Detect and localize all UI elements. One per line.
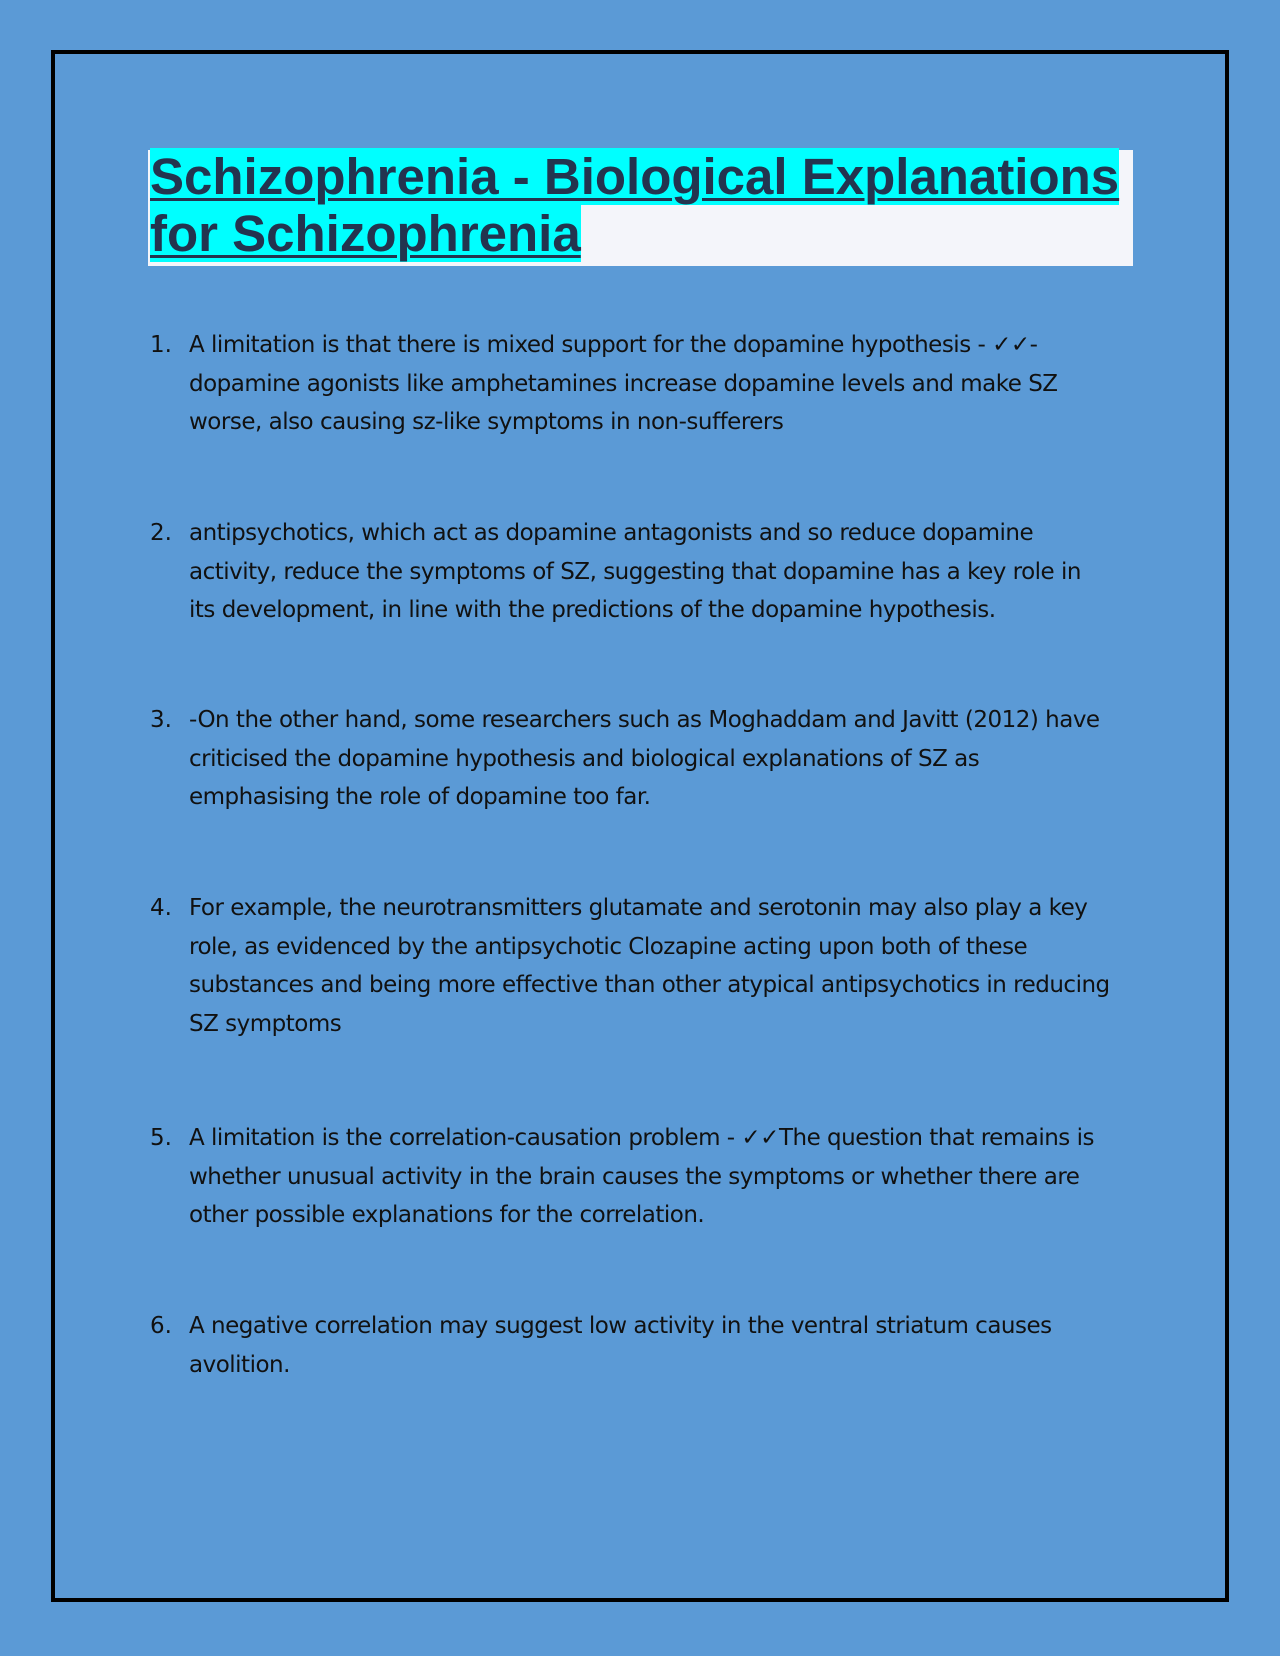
document-title bbox=[150, 148, 1130, 262]
list-item bbox=[150, 889, 1110, 1043]
item-text: A negative correlation may suggest low activity in the ventral striatum causes avolition. bbox=[189, 1313, 1052, 1378]
item-text: A limitation is that there is mixed support for the dopamine hypothesis - ✓✓- dopamine agonists like amphetamines increase dopamine levels and make SZ worse, also causing sz-like symptoms in non-sufferers bbox=[189, 332, 1058, 435]
item-number: 4. bbox=[150, 895, 172, 921]
item-text: A limitation is the correlation-causation problem - ✓✓The question that remains is whether unusual activity in the brain causes the symptoms or whether there are other possible explanations for the correlation. bbox=[189, 1125, 1094, 1228]
title-highlight: Schizophrenia - Biological Explanations for Schizophrenia bbox=[150, 148, 1120, 262]
item-number: 2. bbox=[150, 520, 172, 546]
item-number: 1. bbox=[150, 332, 172, 358]
item-number: 3. bbox=[150, 707, 172, 733]
list-item bbox=[150, 514, 1110, 630]
item-text: antipsychotics, which act as dopamine antagonists and so reduce dopamine activity, reduce the symptoms of SZ, suggesting that dopamine has a key role in its development, in line with the predictions of the dopamine hypothesis. bbox=[189, 520, 1081, 623]
list-item bbox=[150, 326, 1110, 442]
item-number: 5. bbox=[150, 1125, 172, 1151]
item-number: 6. bbox=[150, 1313, 172, 1339]
item-text: For example, the neurotransmitters glutamate and serotonin may also play a key role, as evidenced by the antipsychotic Clozapine acting upon both of these substances and being more effective than other atypical antipsychotics in reducing SZ symptoms bbox=[189, 895, 1110, 1037]
list-item bbox=[150, 1119, 1110, 1235]
item-text: -On the other hand, some researchers such as Moghaddam and Javitt (2012) have criticised the dopamine hypothesis and biological explanations of SZ as emphasising the role of dopamine too far. bbox=[189, 707, 1100, 810]
list-item bbox=[150, 701, 1110, 817]
list-item bbox=[150, 1307, 1110, 1384]
